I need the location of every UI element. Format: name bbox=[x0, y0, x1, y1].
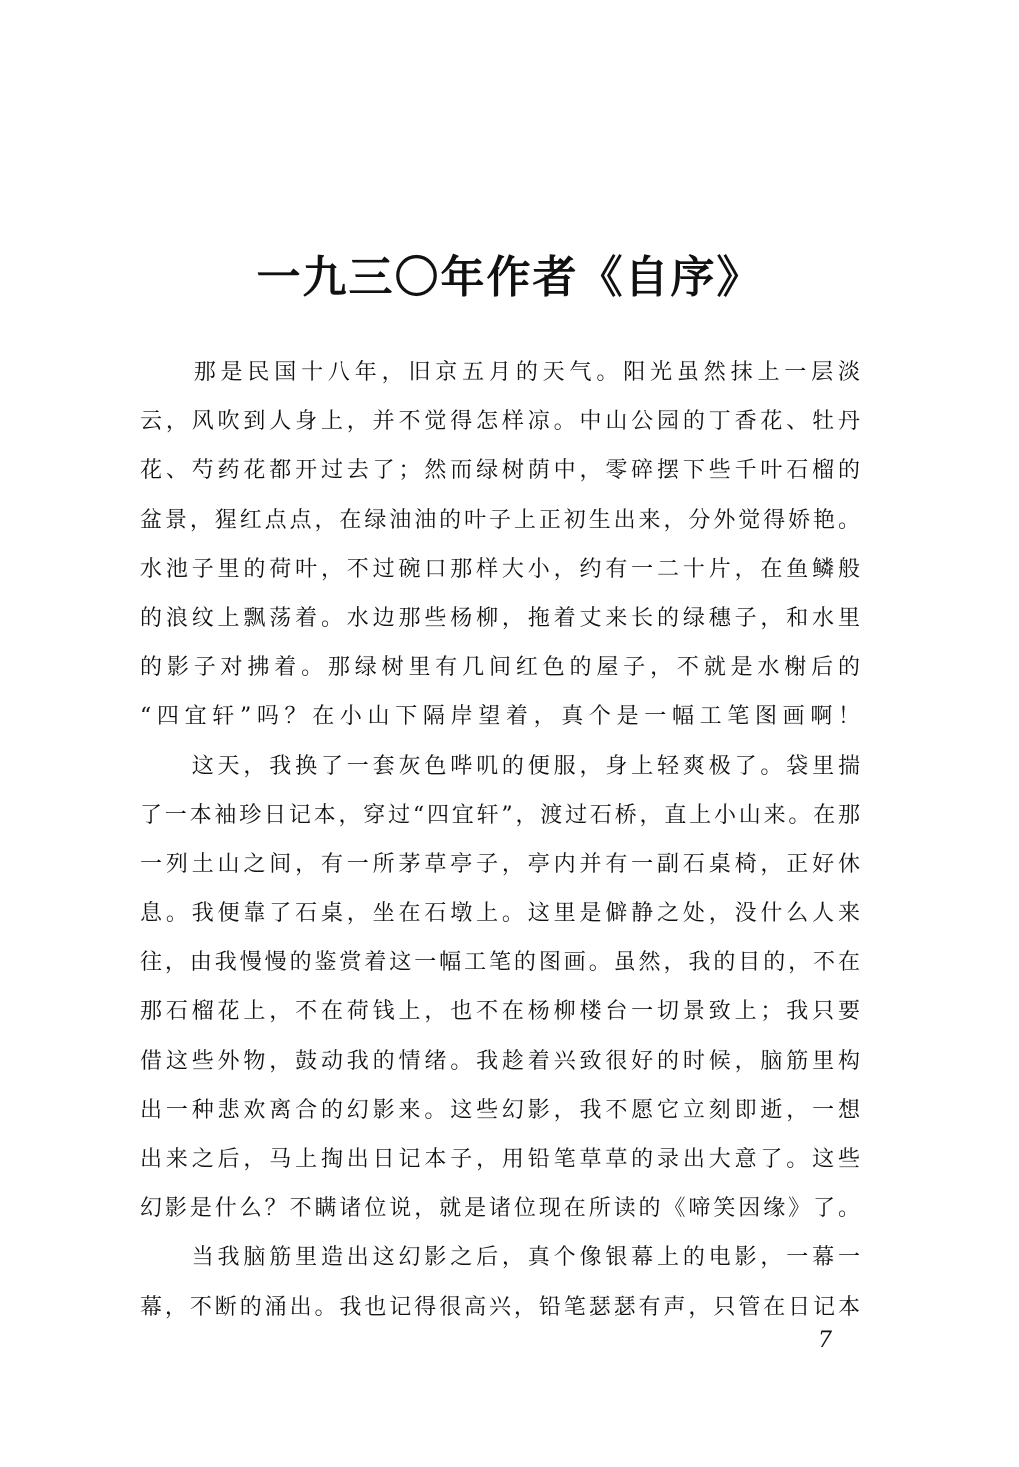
text-line: 出来之后，马上掏出日记本子，用铅笔草草的录出大意了。这些 bbox=[140, 1147, 860, 1172]
text-line: 的影子对拂着。那绿树里有几间红色的屋子，不就是水榭后的 bbox=[140, 655, 860, 681]
text-line: 那石榴花上，不在荷钱上，也不在杨柳楼台一切景致上；我只要 bbox=[140, 999, 860, 1025]
text-line: 往，由我慢慢的鉴赏着这一幅工笔的图画。虽然，我的目的，不在 bbox=[140, 950, 860, 976]
text-line: 幕，不断的涌出。我也记得很高兴，铅笔瑟瑟有声，只管在日记本 bbox=[140, 1294, 860, 1320]
text-line: 的浪纹上飘荡着。水边那些杨柳，拖着丈来长的绿穗子，和水里 bbox=[140, 605, 860, 631]
page-number: 7 bbox=[818, 1328, 832, 1353]
body-text bbox=[140, 348, 860, 1332]
text-line: 这天，我换了一套灰色哔叽的便服，身上轻爽极了。袋里揣 bbox=[140, 753, 860, 779]
chapter-title: 一九三〇年作者《自序》 bbox=[256, 252, 763, 303]
text-line: 盆景，猩红点点，在绿油油的叶子上正初生出来，分外觉得娇艳。 bbox=[140, 507, 860, 533]
text-line: 花、芍药花都开过去了；然而绿树荫中，零碎摆下些千叶石榴的 bbox=[140, 458, 860, 484]
text-line: 当我脑筋里造出这幻影之后，真个像银幕上的电影，一幕一 bbox=[140, 1245, 860, 1271]
text-line: 水池子里的荷叶，不过碗口那样大小，约有一二十片，在鱼鳞般 bbox=[140, 556, 860, 582]
text-line: 一列土山之间，有一所茅草亭子，亭内并有一副石桌椅，正好休 bbox=[140, 851, 860, 877]
text-line: “四宜轩”吗？在小山下隔岸望着，真个是一幅工笔图画啊！ bbox=[140, 704, 860, 730]
text-line: 幻影是什么？不瞒诸位说，就是诸位现在所读的《啼笑因缘》了。 bbox=[140, 1196, 860, 1222]
text-line: 那是民国十八年，旧京五月的天气。阳光虽然抹上一层淡 bbox=[140, 360, 860, 385]
text-line: 云，风吹到人身上，并不觉得怎样凉。中山公园的丁香花、牡丹 bbox=[140, 409, 860, 435]
text-line: 借这些外物，鼓动我的情绪。我趁着兴致很好的时候，脑筋里构 bbox=[140, 1048, 860, 1074]
text-line: 息。我便靠了石桌，坐在石墩上。这里是僻静之处，没什么人来 bbox=[140, 901, 860, 927]
text-line: 了一本袖珍日记本，穿过“四宜轩”，渡过石桥，直上小山来。在那 bbox=[140, 802, 860, 828]
text-line: 出一种悲欢离合的幻影来。这些幻影，我不愿它立刻即逝，一想 bbox=[140, 1097, 860, 1123]
